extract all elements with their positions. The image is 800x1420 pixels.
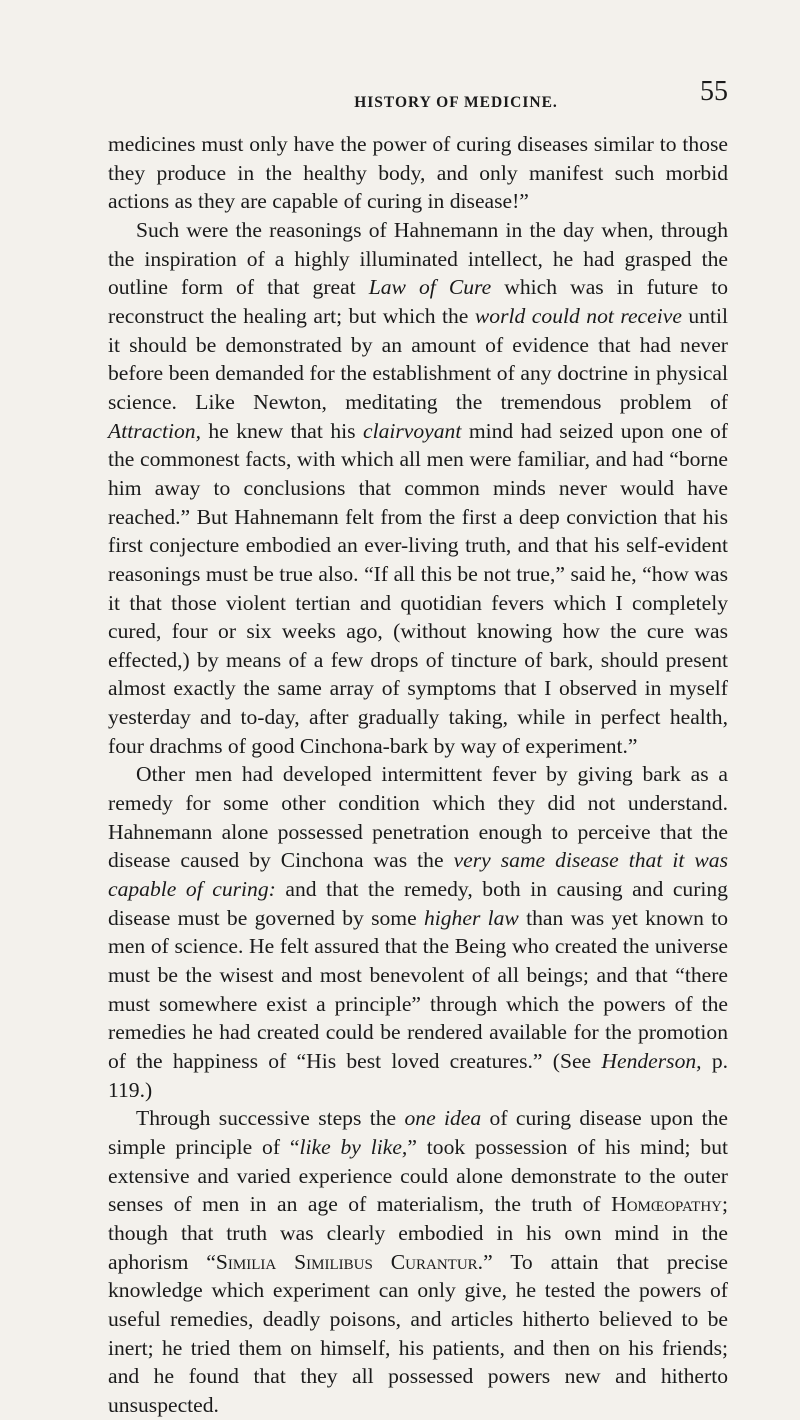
paragraph-2-part-2: which was in future to reconstruct the healing art; but which the (108, 275, 728, 328)
paragraph-2-part-3: until it should be demonstrated by an amount of evidence that had never before been demanded for the establishment of any doctrine in physical science. Like Newton, meditating the tremendous problem of (108, 303, 728, 414)
paragraph-4-italic-2: like by like, (299, 1134, 408, 1159)
paragraph-3-part-3: than was yet known to men of science. He felt assured that the Being who created the universe must be the wisest and most benevolent of all beings; and that “there must somewhere exist a principle” through which the powers of the remedies he had created could be rendered available for the promotion of the happiness of “His best loved creatures.” (See (108, 905, 728, 1073)
paragraph-2-italic-2: world could not receive (474, 303, 682, 328)
running-head (108, 76, 728, 118)
paragraph-1-text: medicines must only have the power of curing diseases similar to those they produce in the healthy body, and only manifest such morbid actions as they are capable of curing in disease!” (108, 132, 728, 214)
paragraph-3-italic-3: Henderson, (601, 1049, 702, 1073)
paragraph-2-part-1: Such were the reasonings of Hahnemann in the day when, through the inspiration of a highly illuminated intellect, he had grasped the outline form of that great (108, 217, 728, 300)
paragraph-4-part-1: Through successive steps the (136, 1106, 405, 1131)
paragraph-2-part-4: he knew that his (200, 418, 364, 443)
paragraph-1 (108, 130, 728, 216)
paragraph-4-smallcaps-1: Homœopathy (611, 1192, 722, 1217)
paragraph-2-italic-1: Law of Cure (368, 275, 492, 300)
paragraph-4-part-3: ” took possession of his mind; but extensive and varied experience could alone demonstrate to the outer senses of men in an age of materialism, the truth of (108, 1134, 729, 1217)
paragraph-4-smallcaps-2: Similia Similibus Curantur. (215, 1249, 484, 1274)
page-number: 55 (700, 76, 728, 107)
running-title: HISTORY OF MEDICINE. (354, 94, 558, 111)
paragraph-3 (108, 760, 728, 1104)
paragraph-2-italic-3: Attraction, (108, 418, 201, 443)
paragraph-3-part-1: Other men had developed intermittent fever by giving bark as a remedy for some other condition which they did not understand. Hahnemann alone possessed penetration enough to perceive that the disease caused by Cinchona was the (108, 762, 728, 873)
paragraph-3-italic-1: very same disease that it was capable of curing: (108, 848, 729, 902)
paragraph-3-part-4: p. 119.) (108, 1049, 729, 1102)
paragraph-4-part-5: ” To attain that precise knowledge which experiment can only give, he tested the powers of useful remedies, deadly poisons, and articles hitherto believed to be inert; he tried them on himself, his patients, and then on his friends; and he found that they all possessed powers new and hitherto unsuspected. (108, 1249, 728, 1417)
paragraph-3-italic-2: higher law (423, 905, 519, 930)
paragraph-2-italic-4: clairvoyant (363, 418, 462, 443)
paragraph-4-part-4: ; though that truth was clearly embodied in his own mind in the aphorism “ (108, 1192, 728, 1274)
paragraph-4-part-2: of curing disease upon the simple principle of “ (108, 1106, 728, 1159)
body-text (108, 130, 728, 1420)
paragraph-4-italic-1: one idea (404, 1106, 482, 1131)
paragraph-2-part-5: mind had seized upon one of the commonest facts, with which all men were familiar, and had “borne him away to conclusions that common minds never would have reached.” But Hahnemann felt from the first a deep conviction that his first conjecture embodied an ever-living truth, and that his self-evident reasonings must be true also. “If all this be not true,” said he, “how was it that those violent tertian and quotidian fevers which I completely cured, four or six weeks ago, (without knowing how the cure was effected,) by means of a few drops of tincture of bark, should present almost exactly the same array of symptoms that I observed in myself yesterday and to-day, after gradually taking, while in perfect health, four drachms of good Cinchona-bark by way of experiment.” (108, 418, 728, 758)
paragraph-4 (108, 1104, 728, 1419)
paragraph-2 (108, 216, 728, 760)
paragraph-3-part-2: and that the remedy, both in causing and curing disease must be governed by some (108, 877, 728, 930)
